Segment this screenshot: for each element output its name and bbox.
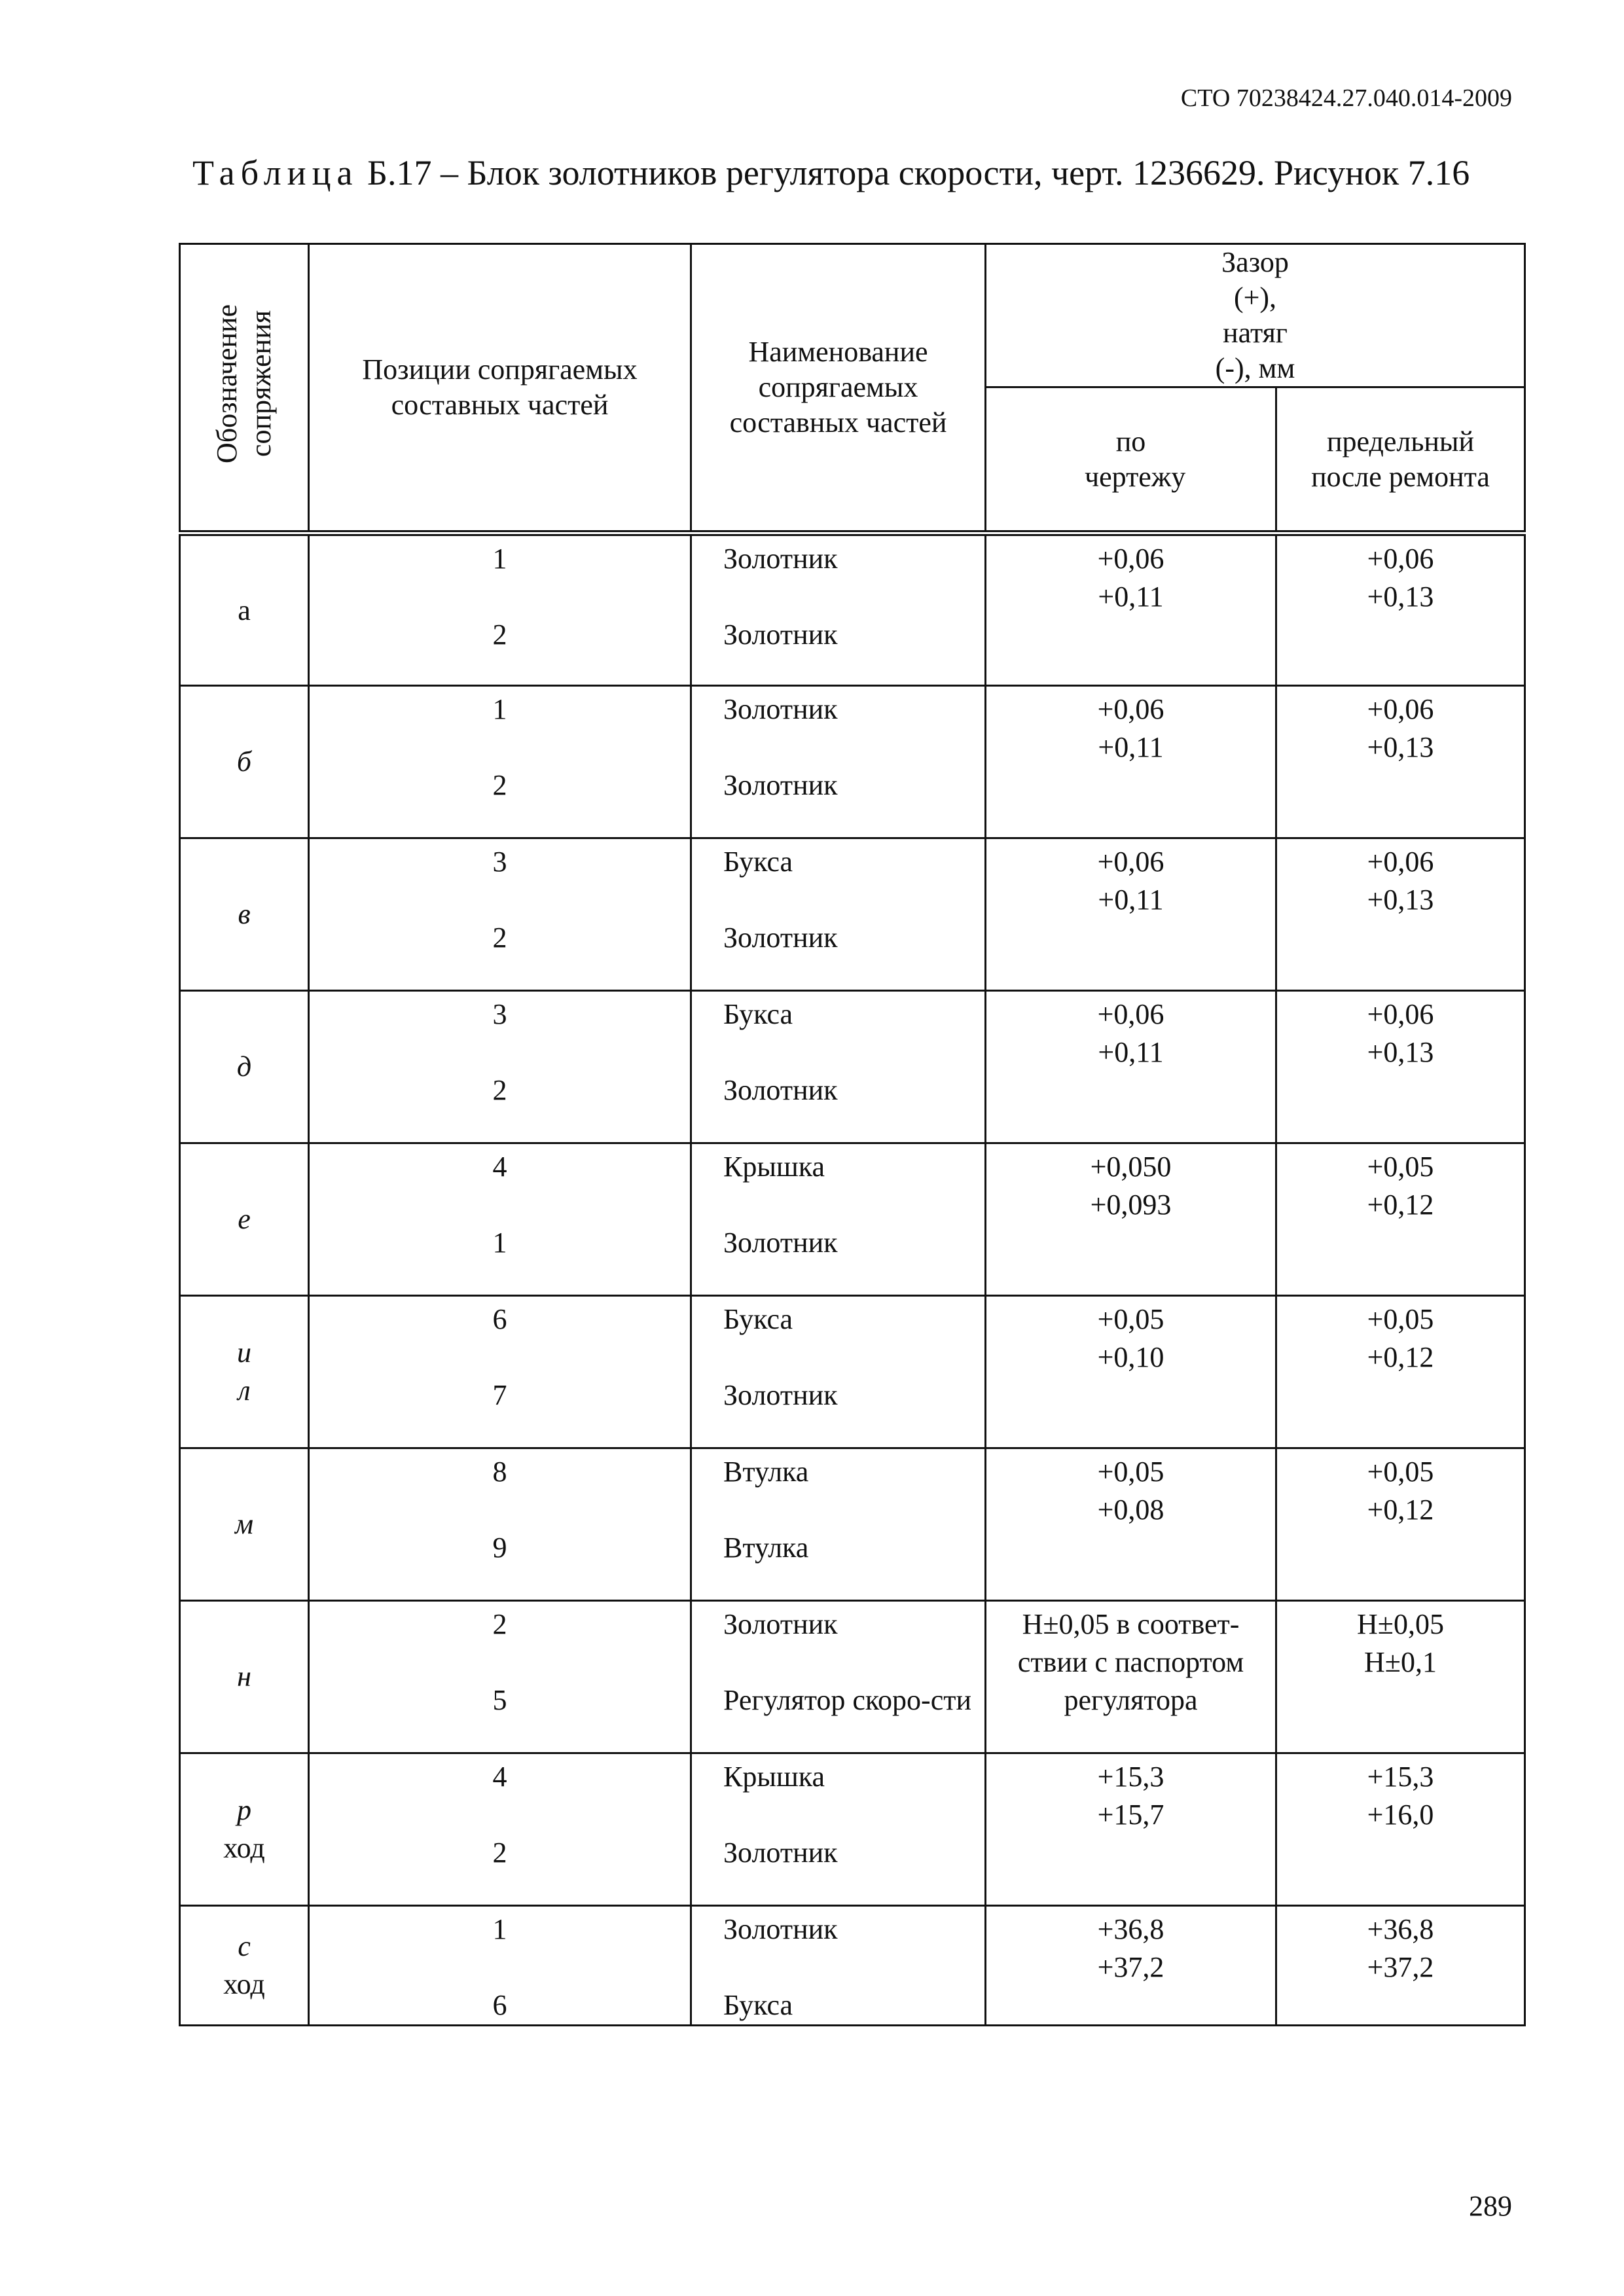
position-number: 1 xyxy=(492,543,507,575)
by-drawing-value: +0,11 xyxy=(1098,731,1164,763)
limit-value: +0,12 xyxy=(1367,1189,1434,1221)
table-row xyxy=(180,1601,1525,1753)
table-row xyxy=(180,838,1525,991)
by-drawing-value: +37,2 xyxy=(1097,1951,1164,1983)
names-cell xyxy=(691,533,986,686)
by-drawing-value: +15,7 xyxy=(1097,1799,1164,1831)
positions-cell xyxy=(309,991,691,1143)
position-number: 1 xyxy=(492,693,507,725)
part-name: Втулка xyxy=(723,1532,809,1564)
table-row xyxy=(180,686,1525,838)
designation-text: в xyxy=(238,898,251,930)
limit-value: +0,05 xyxy=(1367,1151,1434,1183)
part-name: Букса xyxy=(723,1989,793,2021)
table-row xyxy=(180,1296,1525,1448)
position-number: 4 xyxy=(492,1761,507,1793)
limit-cell xyxy=(1276,991,1525,1143)
header-limit xyxy=(1276,387,1525,533)
limit-value: +0,06 xyxy=(1367,543,1434,575)
by-drawing-value: +0,08 xyxy=(1097,1494,1164,1526)
designation-cell xyxy=(180,1296,309,1448)
part-name: Крышка xyxy=(723,1761,825,1793)
limit-value: +0,06 xyxy=(1367,693,1434,725)
positions-cell xyxy=(309,1753,691,1906)
positions-cell xyxy=(309,1601,691,1753)
designation-cell xyxy=(180,1906,309,2026)
part-name: Золотник xyxy=(723,693,838,725)
caption-text: Б.17 – Блок золотников регулятора скорости, черт. 1236629. Рисунок 7.16 xyxy=(358,153,1470,192)
by-drawing-value: +0,11 xyxy=(1098,884,1164,916)
part-name: Регулятор скоро-сти xyxy=(723,1684,972,1716)
designation-text: е xyxy=(238,1203,251,1235)
designation-text: ход xyxy=(223,1968,265,2000)
by-drawing-cell xyxy=(986,1601,1276,1753)
designation-text: б xyxy=(236,745,252,778)
by-drawing-cell xyxy=(986,1296,1276,1448)
designation-cell xyxy=(180,686,309,838)
table-row xyxy=(180,991,1525,1143)
part-name: Золотник xyxy=(723,1837,838,1869)
position-number: 9 xyxy=(492,1532,507,1564)
header-gap-group xyxy=(986,244,1525,387)
limit-value: +0,05 xyxy=(1367,1456,1434,1488)
position-number: 1 xyxy=(492,1913,507,1945)
part-name: Золотник xyxy=(723,1379,838,1411)
limit-value: +36,8 xyxy=(1367,1913,1434,1945)
positions-cell xyxy=(309,1906,691,2026)
by-drawing-value: Н±0,05 в соответ- xyxy=(1022,1608,1240,1640)
limit-cell xyxy=(1276,1448,1525,1601)
by-drawing-value: +0,11 xyxy=(1098,1036,1164,1068)
names-cell xyxy=(691,686,986,838)
by-drawing-cell xyxy=(986,533,1276,686)
limit-value: Н±0,1 xyxy=(1364,1646,1437,1678)
designation-text: л xyxy=(238,1374,251,1407)
header-gap-group-text: Зазор (+), натяг (-), мм xyxy=(1215,246,1295,384)
by-drawing-value: +0,06 xyxy=(1097,998,1164,1030)
limit-value: +0,13 xyxy=(1367,884,1434,916)
names-cell xyxy=(691,1753,986,1906)
position-number: 2 xyxy=(492,769,507,801)
position-number: 2 xyxy=(492,1837,507,1869)
table-row xyxy=(180,533,1525,686)
by-drawing-value: +0,06 xyxy=(1097,693,1164,725)
by-drawing-cell xyxy=(986,1143,1276,1296)
by-drawing-value: +0,05 xyxy=(1097,1303,1164,1335)
limit-cell xyxy=(1276,838,1525,991)
position-number: 2 xyxy=(492,619,507,651)
header-positions xyxy=(309,244,691,533)
by-drawing-value: регулятора xyxy=(1064,1684,1198,1716)
part-name: Золотник xyxy=(723,619,838,651)
positions-cell xyxy=(309,1143,691,1296)
part-name: Золотник xyxy=(723,1074,838,1106)
position-number: 2 xyxy=(492,922,507,954)
names-cell xyxy=(691,1143,986,1296)
part-name: Втулка xyxy=(723,1456,809,1488)
header-limit-text: предельный после ремонта xyxy=(1311,425,1490,493)
limit-value: +0,12 xyxy=(1367,1494,1434,1526)
limit-cell xyxy=(1276,1753,1525,1906)
names-cell xyxy=(691,1601,986,1753)
positions-cell xyxy=(309,686,691,838)
designation-text: д xyxy=(236,1050,252,1083)
header-designation-text: Обозначение сопряжения xyxy=(211,303,277,463)
designation-text: ход xyxy=(223,1832,265,1864)
limit-cell xyxy=(1276,1601,1525,1753)
designation-cell xyxy=(180,991,309,1143)
limit-cell xyxy=(1276,686,1525,838)
by-drawing-value: ствии с паспортом xyxy=(1017,1646,1244,1678)
designation-text: м xyxy=(234,1508,254,1540)
table-row xyxy=(180,1753,1525,1906)
by-drawing-value: +0,06 xyxy=(1097,846,1164,878)
limit-cell xyxy=(1276,1143,1525,1296)
part-name: Букса xyxy=(723,846,793,878)
by-drawing-value: +15,3 xyxy=(1097,1761,1164,1793)
limit-value: Н±0,05 xyxy=(1357,1608,1444,1640)
designation-cell xyxy=(180,533,309,686)
designation-text: с xyxy=(238,1930,251,1962)
part-name: Крышка xyxy=(723,1151,825,1183)
part-name: Золотник xyxy=(723,1913,838,1945)
by-drawing-value: +0,050 xyxy=(1090,1151,1172,1183)
by-drawing-value: +0,11 xyxy=(1098,581,1164,613)
part-name: Букса xyxy=(723,1303,793,1335)
by-drawing-cell xyxy=(986,1753,1276,1906)
by-drawing-value: +36,8 xyxy=(1097,1913,1164,1945)
positions-cell xyxy=(309,1448,691,1601)
table-row xyxy=(180,1143,1525,1296)
position-number: 2 xyxy=(492,1608,507,1640)
limit-value: +15,3 xyxy=(1367,1761,1434,1793)
position-number: 8 xyxy=(492,1456,507,1488)
limit-value: +0,13 xyxy=(1367,1036,1434,1068)
by-drawing-cell xyxy=(986,838,1276,991)
position-number: 4 xyxy=(492,1151,507,1183)
designation-text: и xyxy=(237,1336,251,1369)
limit-value: +0,05 xyxy=(1367,1303,1434,1335)
header-names xyxy=(691,244,986,533)
limit-value: +0,06 xyxy=(1367,846,1434,878)
designation-text: н xyxy=(237,1660,251,1693)
position-number: 5 xyxy=(492,1684,507,1716)
designation-text: а xyxy=(238,594,251,626)
header-by-drawing xyxy=(986,387,1276,533)
header-designation xyxy=(180,244,309,533)
position-number: 3 xyxy=(492,998,507,1030)
part-name: Букса xyxy=(723,998,793,1030)
part-name: Золотник xyxy=(723,1608,838,1640)
limit-cell xyxy=(1276,533,1525,686)
positions-cell xyxy=(309,1296,691,1448)
caption-label: Таблица xyxy=(192,153,359,192)
names-cell xyxy=(691,1906,986,2026)
designation-cell xyxy=(180,1601,309,1753)
position-number: 3 xyxy=(492,846,507,878)
designation-cell xyxy=(180,1753,309,1906)
designation-cell xyxy=(180,838,309,991)
part-name: Золотник xyxy=(723,769,838,801)
by-drawing-cell xyxy=(986,686,1276,838)
table-caption xyxy=(192,151,1541,195)
by-drawing-cell xyxy=(986,1906,1276,2026)
header-positions-text: Позиции сопрягаемых составных частей xyxy=(362,353,638,421)
names-cell xyxy=(691,1448,986,1601)
by-drawing-value: +0,06 xyxy=(1097,543,1164,575)
document-code: СТО 70238424.27.040.014-2009 xyxy=(1180,84,1512,112)
table-row xyxy=(180,1906,1525,2026)
designation-cell xyxy=(180,1448,309,1601)
header-by-drawing-text: по чертежу xyxy=(1085,425,1186,493)
position-number: 6 xyxy=(492,1989,507,2021)
designation-cell xyxy=(180,1143,309,1296)
limit-value: +0,13 xyxy=(1367,731,1434,763)
position-number: 7 xyxy=(492,1379,507,1411)
spec-table xyxy=(179,243,1526,2026)
by-drawing-cell xyxy=(986,991,1276,1143)
position-number: 1 xyxy=(492,1227,507,1259)
part-name: Золотник xyxy=(723,1227,838,1259)
part-name: Золотник xyxy=(723,543,838,575)
limit-value: +16,0 xyxy=(1367,1799,1434,1831)
by-drawing-value: +0,093 xyxy=(1090,1189,1172,1221)
limit-value: +0,13 xyxy=(1367,581,1434,613)
names-cell xyxy=(691,838,986,991)
by-drawing-value: +0,10 xyxy=(1097,1341,1164,1373)
positions-cell xyxy=(309,533,691,686)
limit-cell xyxy=(1276,1906,1525,2026)
designation-text: р xyxy=(237,1794,251,1826)
limit-value: +0,06 xyxy=(1367,998,1434,1030)
positions-cell xyxy=(309,838,691,991)
table-row xyxy=(180,1448,1525,1601)
by-drawing-value: +0,05 xyxy=(1097,1456,1164,1488)
names-cell xyxy=(691,1296,986,1448)
limit-value: +37,2 xyxy=(1367,1951,1434,1983)
names-cell xyxy=(691,991,986,1143)
limit-cell xyxy=(1276,1296,1525,1448)
limit-value: +0,12 xyxy=(1367,1341,1434,1373)
header-names-text: Наименование сопрягаемых составных частей xyxy=(729,336,947,439)
by-drawing-cell xyxy=(986,1448,1276,1601)
page-number: 289 xyxy=(1469,2190,1512,2222)
part-name: Золотник xyxy=(723,922,838,954)
position-number: 2 xyxy=(492,1074,507,1106)
position-number: 6 xyxy=(492,1303,507,1335)
